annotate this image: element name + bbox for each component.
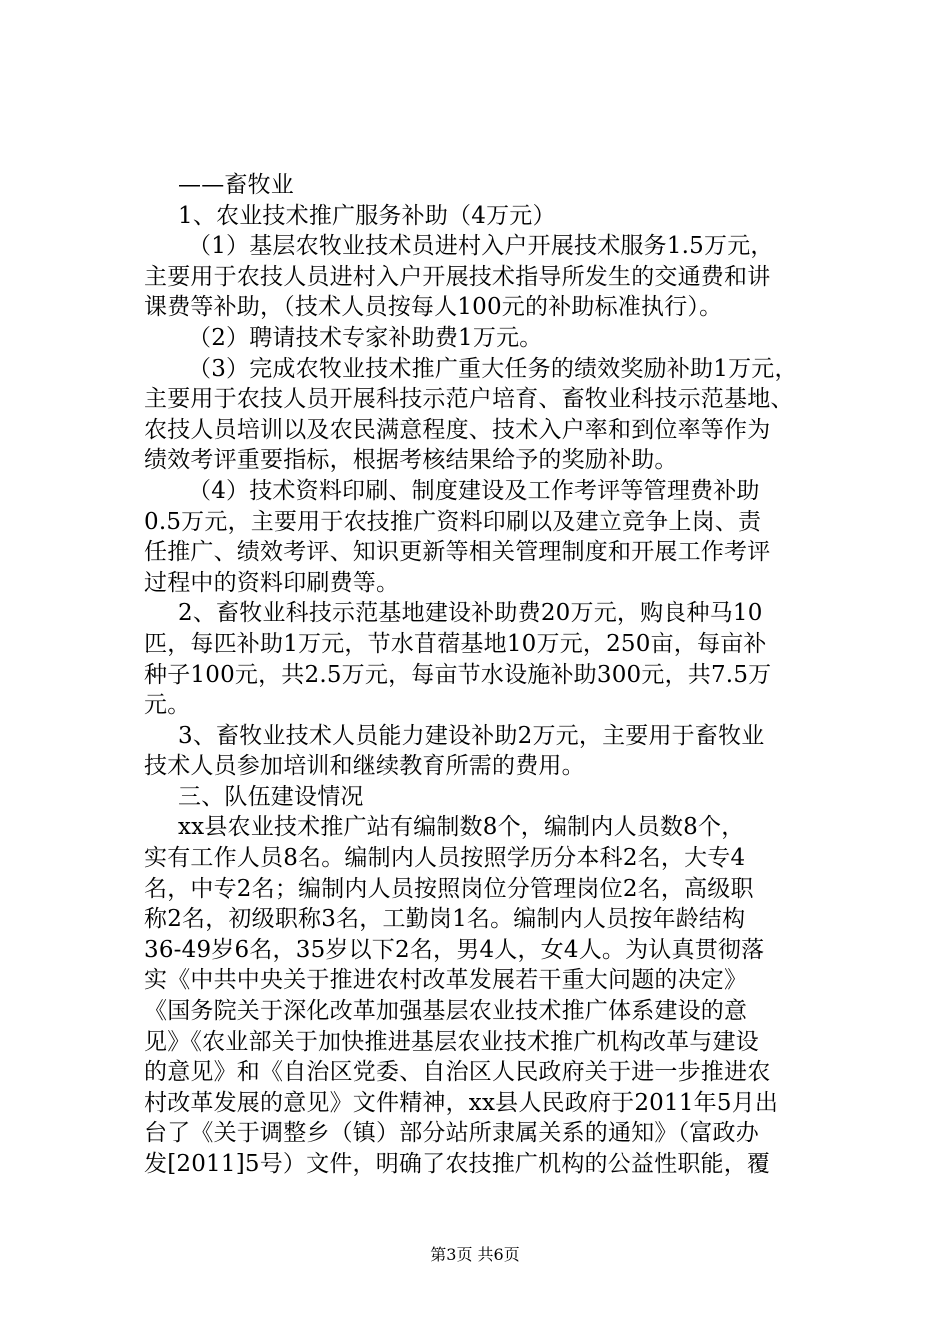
- text-line: 36-49岁6名，35岁以下2名，男4人，女4人。为认真贯彻落: [144, 936, 765, 963]
- text-line: 1、农业技术推广服务补助（4万元）: [178, 202, 556, 229]
- text-line: 3、畜牧业技术人员能力建设补助2万元，主要用于畜牧业: [178, 722, 765, 749]
- text-line: 实有工作人员8名。编制内人员按照学历分本科2名，大专4: [144, 845, 746, 872]
- text-line: 称2名，初级职称3名，工勤岗1名。编制内人员按年龄结构: [144, 906, 746, 933]
- text-line: （2）聘请技术专家补助费1万元。: [188, 324, 543, 351]
- text-line: （4）技术资料印刷、制度建设及工作考评等管理费补助: [188, 477, 760, 504]
- text-line: 任推广、绩效考评、知识更新等相关管理制度和开展工作考评: [144, 539, 771, 566]
- text-line: 种子100元，共2.5万元，每亩节水设施补助300元，共7.5万: [144, 661, 772, 688]
- text-line: ——畜牧业: [178, 172, 294, 198]
- text-line: 村改革发展的意见》文件精神，xx县人民政府于2011年5月出: [144, 1089, 779, 1116]
- text-line: 2、畜牧业科技示范基地建设补助费20万元，购良种马10: [178, 600, 763, 627]
- text-line: 名，中专2名；编制内人员按照岗位分管理岗位2名，高级职: [144, 875, 754, 902]
- text-line: （3）完成农牧业技术推广重大任务的绩效奖励补助1万元，: [188, 355, 798, 382]
- text-line: xx县农业技术推广站有编制数8个，编制内人员数8个，: [178, 814, 745, 841]
- text-line: 见》《农业部关于加快推进基层农业技术推广机构改革与建设: [144, 1028, 759, 1055]
- text-line: 主要用于农技人员开展科技示范户培育、畜牧业科技示范基地、: [144, 386, 794, 413]
- text-line: 过程中的资料印刷费等。: [144, 569, 400, 596]
- text-line: 0.5万元，主要用于农技推广资料印刷以及建立竞争上岗、责: [144, 508, 762, 535]
- text-line: 主要用于农技人员进村入户开展技术指导所发生的交通费和讲: [144, 263, 771, 290]
- text-line: 课费等补助，（技术人员按每人100元的补助标准执行）。: [144, 294, 723, 321]
- text-line: 台了《关于调整乡（镇）部分站所隶属关系的通知》（富政办: [144, 1120, 759, 1147]
- text-line: 发[2011]5号）文件，明确了农技推广机构的公益性职能，覆: [144, 1151, 771, 1177]
- text-line: 技术人员参加培训和继续教育所需的费用。: [144, 753, 585, 780]
- text-line: 实《中共中央关于推进农村改革发展若干重大问题的决定》: [144, 967, 748, 994]
- document-body: [144, 170, 830, 1180]
- text-line: 绩效考评重要指标，根据考核结果给予的奖励补助。: [144, 447, 678, 474]
- text-line: 《国务院关于深化改革加强基层农业技术推广体系建设的意: [144, 998, 748, 1025]
- text-line: （1）基层农牧业技术员进村入户开展技术服务1.5万元，: [188, 233, 774, 260]
- text-line: 的意见》和《自治区党委、自治区人民政府关于进一步推进农: [144, 1059, 771, 1086]
- text-line: 农技人员培训以及农民满意程度、技术入户率和到位率等作为: [144, 416, 771, 443]
- page-footer: 第3页 共6页: [430, 1245, 520, 1264]
- text-line: 匹，每匹补助1万元，节水苜蓿基地10万元，250亩，每亩补: [144, 630, 767, 657]
- text-line: 三、队伍建设情况: [178, 783, 364, 810]
- text-line: 元。: [144, 692, 191, 719]
